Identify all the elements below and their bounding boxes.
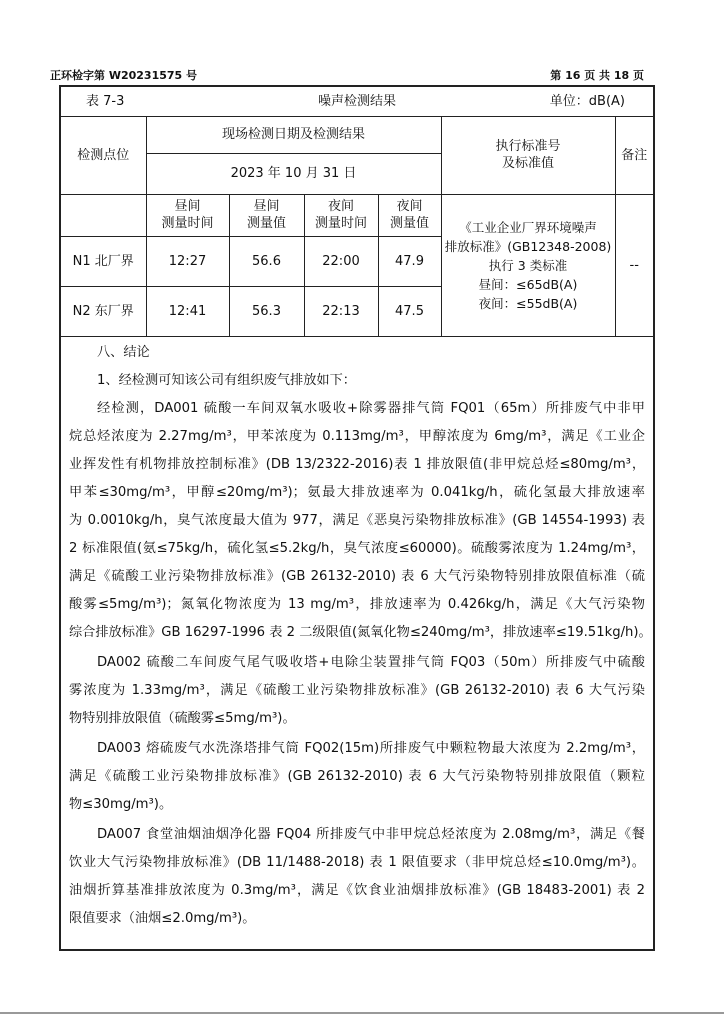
paragraph-line: 甲苯≤30mg/m³，甲醇≤20mg/m³)；氨最大排放速率为 0.041kg/h，硫化氢最大排放速率 [69,485,645,500]
noise-results-table [61,87,653,337]
sub-header-night-value: 夜间 测量值 [378,194,441,236]
conclusion-section [69,339,652,933]
paragraph-line: 物特别排放限值（硫酸雾≤5mg/m³)。 [69,711,296,726]
day-value-cell: 56.3 [229,286,304,336]
point-cell: N2 东厂界 [61,286,146,336]
page-info: 第 16 页 共 18 页 [550,69,644,82]
paragraph-line: DA002 硫酸二车间废气尾气吸收塔+电除尘装置排气筒 FQ03（50m）所排废气中硫酸 [97,655,645,670]
col-group-header: 现场检测日期及检测结果 [146,116,441,153]
conclusion-heading: 八、结论 [97,345,150,360]
paragraph-line: 油烟折算基准排放浓度为 0.3mg/m³，满足《饮食业油烟排放标准》(GB 18483-2001) 表 2 [69,883,645,898]
paragraph-line: 综合排放标准》GB 16297-1996 表 2 二级限值(氮氧化物≤240mg/m³，排放速率≤19.51kg/h)。 [69,625,652,640]
paragraph-line: DA003 熔硫废气水洗涤塔排气筒 FQ02(15m)所排废气中颗粒物最大浓度为 2.2mg/m³， [97,741,645,756]
standard-line: 夜间：≤55dB(A) [478,295,578,311]
paragraph-line: 满足《硫酸工业污染物排放标准》(GB 26132-2010) 表 6 大气污染物特别排放限值标准（硫 [69,569,645,584]
paragraph-line: 限值要求（油烟≤2.0mg/m³)。 [69,911,256,926]
remark-cell: -- [615,194,653,336]
standard-line: 执行 3 类标准 [488,257,568,273]
paragraph-line: 酸雾≤5mg/m³)；氮氧化物浓度为 13 mg/m³，排放速率为 0.426kg/h，满足《大气污染物 [69,597,645,612]
paragraph-line: 烷总烃浓度为 2.27mg/m³，甲苯浓度为 0.113mg/m³，甲醇浓度为 6mg/m³，满足《工业企 [69,429,645,444]
day-value-cell: 56.6 [229,236,304,286]
night-time-cell: 22:00 [304,236,378,286]
conclusion-intro: 1、经检测可知该公司有组织废气排放如下： [97,373,356,388]
paragraph-line: 物≤30mg/m³)。 [69,797,173,812]
conclusion-paragraph [69,821,645,933]
table-label: 表 7-3 [86,94,125,109]
table-unit: 单位：dB(A) [549,94,625,109]
sub-header-day-time: 昼间 测量时间 [146,194,229,236]
sub-header-day-value: 昼间 测量值 [229,194,304,236]
content-frame [59,85,655,951]
standard-line: 《工业企业厂界环境噪声 [459,219,597,235]
sub-header-night-time: 夜间 测量时间 [304,194,378,236]
col-point-header: 检测点位 [61,116,146,194]
table-title: 噪声检测结果 [317,93,396,109]
point-cell: N1 北厂界 [61,236,146,286]
standard-cell [441,194,615,336]
day-time-cell: 12:27 [146,236,229,286]
standard-line: 昼间：≤65dB(A) [478,276,578,292]
night-time-cell: 22:13 [304,286,378,336]
col-remark-header: 备注 [615,116,653,194]
standard-line: 排放标准》(GB12348-2008) [444,238,612,254]
paragraph-line: 满足《硫酸工业污染物排放标准》(GB 26132-2010) 表 6 大气污染物特别排放限值（颗粒 [69,769,645,784]
footer-divider [0,1012,724,1014]
paragraph-line: 为 0.0010kg/h，臭气浓度最大值为 977，满足《恶臭污染物排放标准》(GB 14554-1993) 表 [69,513,645,528]
empty-cell [61,194,146,236]
date-header: 2023 年 10 月 31 日 [146,153,441,194]
paragraph-line: 饮业大气污染物排放标准》(DB 11/1488-2018) 表 1 限值要求（非甲烷总烃≤10.0mg/m³)。 [69,855,645,870]
table-title-row [61,87,653,116]
paragraph-line: 经检测，DA001 硫酸一车间双氧水吸收+除雾器排气筒 FQ01（65m）所排废气中非甲 [97,401,645,416]
night-value-cell: 47.5 [378,286,441,336]
paragraph-line: 业挥发性有机物排放控制标准》(DB 13/2322-2016)表 1 排放限值(非甲烷总烃≤80mg/m³， [69,457,646,472]
report-number: 正环检字第 W20231575 号 [50,69,198,82]
conclusion-paragraph [69,735,645,819]
conclusion-paragraph [69,395,652,647]
conclusion-paragraph [69,649,645,733]
night-value-cell: 47.9 [378,236,441,286]
paragraph-line: 2 标准限值(氨≤75kg/h，硫化氢≤5.2kg/h，臭气浓度≤60000)。硫酸雾浓度为 1.24mg/m³， [69,541,645,556]
col-standard-header: 执行标准号 及标准值 [441,116,615,194]
day-time-cell: 12:41 [146,286,229,336]
paragraph-line: DA007 食堂油烟油烟净化器 FQ04 所排废气中非甲烷总烃浓度为 2.08mg/m³，满足《餐 [97,827,645,842]
paragraph-line: 雾浓度为 1.33mg/m³，满足《硫酸工业污染物排放标准》(GB 26132-2010) 表 6 大气污染 [69,683,645,698]
